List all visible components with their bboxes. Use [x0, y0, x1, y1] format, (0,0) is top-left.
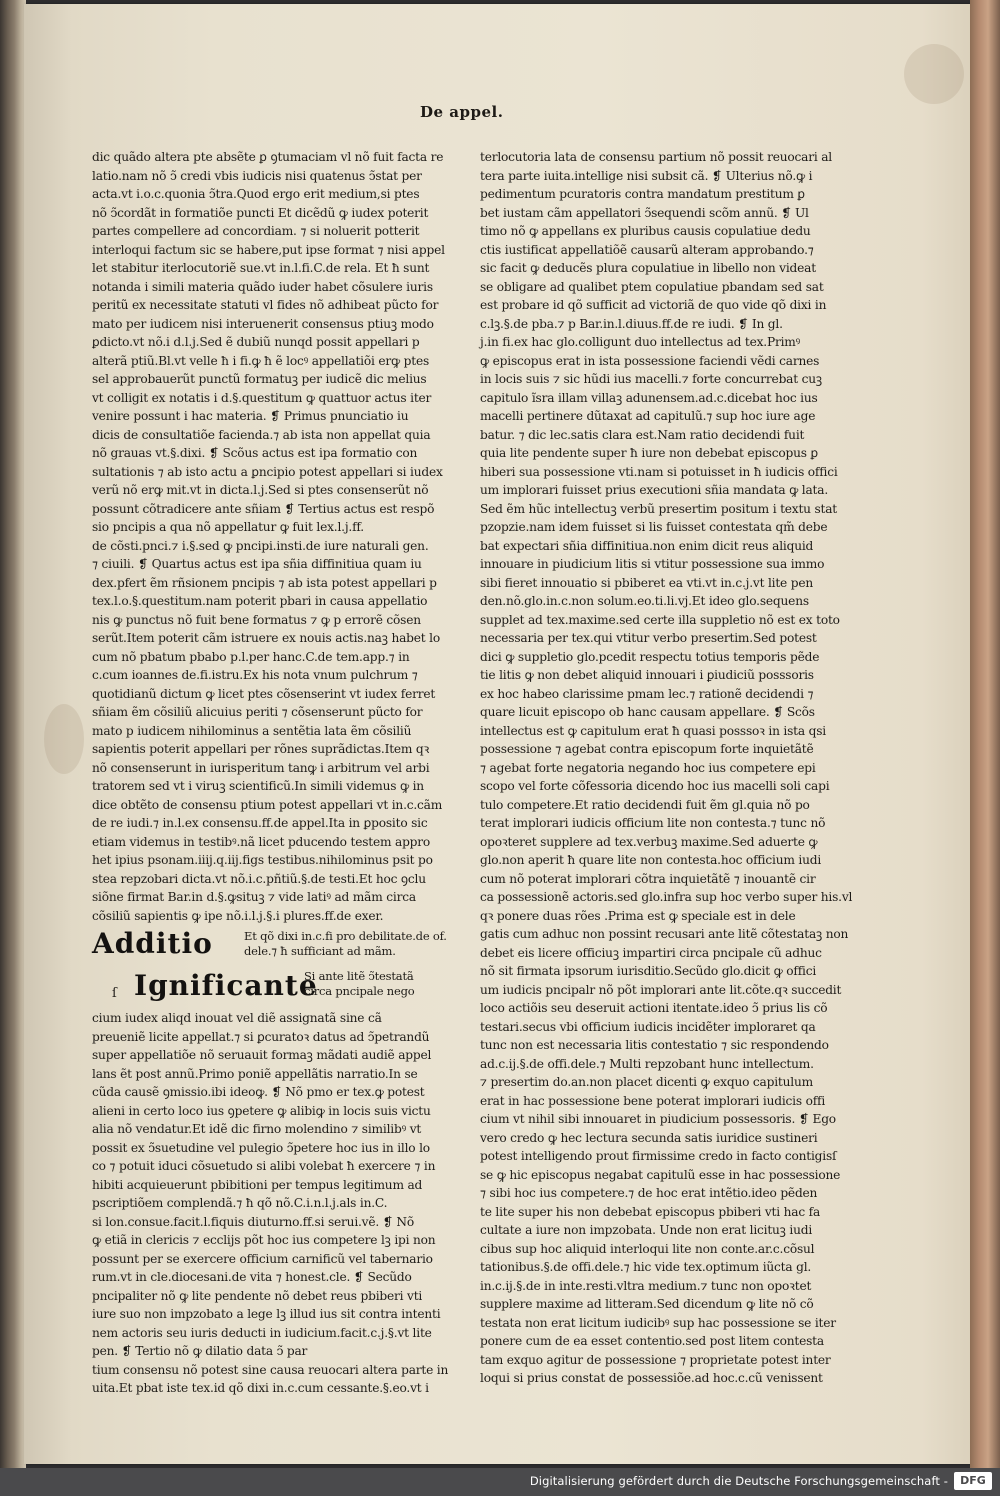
right-text-column: [480, 148, 853, 1388]
text-line: terlocutoria lata de consensu partium nõ possit reuocari al: [480, 150, 832, 164]
text-line: possunt per se exercere officium carnificũ vel tabernario: [92, 1251, 433, 1266]
text-line: vt colligit ex notatis i d.§.questitum ꝙ quattuor actus iter: [92, 390, 432, 405]
text-line: serũt.Item poterit cãm istruere ex nouis actis.naꝫ habet lo: [92, 631, 440, 645]
text-line: rum.vt in cle.diocesani.de vita ⁊ honest.cle. ❡ Secũdo: [92, 1270, 412, 1284]
page-fore-edge: [970, 0, 1000, 1468]
dfg-logo: DFG: [954, 1472, 992, 1490]
text-line: quotidianũ dictum ꝙ licet ptes cõsenserint vt iudex ferret: [92, 686, 436, 701]
text-line: timo nõ ꝙ appellans ex pluribus causis copulatiue dedu: [480, 224, 811, 238]
text-line: alia nõ vendatur.Et idẽ dic firno molendino ⁊ similibꝰ vt: [92, 1122, 422, 1136]
text-line: siõne firmat Bar.in d.§.ꝙsituꝫ ⁊ vide latiꝰ ad mãm circa: [92, 890, 416, 904]
text-line: opoꝛteret supplere ad tex.verbuꝫ maxime.Sed aduerte ꝙ: [480, 834, 818, 849]
text-line: ꝙ episcopus erat in ista possessione faciendi vẽdi carnes: [480, 353, 820, 368]
text-line: pscriptiõem complendã.⁊ ħ qõ nõ.C.i.n.l.j.als in.C.: [92, 1196, 388, 1210]
text-line: nis ꝙ punctus nõ fuit bene formatus ⁊ ꝙ p errorẽ cõsen: [92, 612, 421, 627]
text-line: co ⁊ potuit iduci cõsuetudo si alibi volebat ħ exercere ⁊ in: [92, 1159, 436, 1173]
text-line: sibi fieret innouatio si pbiberet ea vti.vt in.c.j.vt lite pen: [480, 575, 814, 590]
addition-side-line: Et qõ dixi in.c.fi pro debilitate.de of.: [244, 929, 447, 943]
text-line: de re iudi.⁊ in.l.ex consensu.ff.de appel.Ita in ꝑposito sic: [92, 816, 428, 830]
text-line: dici ꝙ suppletio glo.pcedit respectu totius temporis pẽde: [480, 649, 820, 664]
text-line: um iudicis pncipalr nõ põt implorari ante lit.cõte.qꝛ succedit: [480, 982, 842, 997]
significante-side-line: circa pncipale nego: [304, 984, 415, 998]
significante-section: [92, 969, 415, 1009]
text-line: ad.c.ij.§.de offi.dele.⁊ Multi repzobant hunc intellectum.: [480, 1056, 814, 1071]
text-line: iure suo non impzobato a lege lꝫ illud ius sit contra intenti: [92, 1307, 441, 1321]
text-line: quia lite pendente super ħ iure non debebat episcopus ꝑ: [480, 446, 819, 460]
left-column-upper-text: [92, 148, 445, 925]
text-line: cibus sup hoc aliquid interloqui lite non conte.ar.c.cõsul: [480, 1241, 815, 1256]
text-line: hibiti acquieuerunt pbibitioni per tempus legitimum ad: [92, 1177, 423, 1192]
text-line: mato per iudicem nisi interuenerit consensus ptiuꝫ modo: [92, 316, 434, 331]
text-line: pzopzie.nam idem fuisset si lis fuisset contestata qm̃ debe: [480, 520, 828, 534]
text-line: c.cum ioannes de.fi.istru.Ex his nota vnum pulchrum ⁊: [92, 668, 418, 682]
significante-heading: Ignificante: [134, 969, 318, 1002]
text-line: quare licuit episcopo ob hanc causam appellare. ❡ Scõs: [480, 705, 815, 719]
text-line: tationibus.§.de offi.dele.⁊ hic vide tex.optimum iũcta gl.: [480, 1260, 812, 1274]
text-line: latio.nam nõ ↄ̃ credi vbis iudicis nisi quatenus ↄ̃stat per: [92, 168, 422, 183]
text-line: sñiam ẽm cõsiliũ alicuius periti ⁊ cõsenserunt pũcto for: [92, 705, 423, 719]
significante-side-line: Si ante litẽ ↄ̃testatã: [304, 969, 414, 983]
text-line: terat implorari iudicis officium lite non contesta.⁊ tunc nõ: [480, 816, 826, 830]
text-line: nõ sit firmata ipsorum iurisditio.Secũdo glo.dicit ꝙ offici: [480, 964, 817, 978]
text-line: cultate a iure non impzobata. Unde non erat licituꝫ iudi: [480, 1223, 813, 1237]
left-text-column: [92, 148, 449, 1398]
text-line: sio pncipis a qua nõ appellatur ꝙ fuit lex.l.j.ff.: [92, 520, 364, 534]
text-line: preueniẽ licite appellat.⁊ si ꝑcuratoꝛ datus ad ↄ̃petrandũ: [92, 1029, 430, 1044]
addition-heading: Additio: [92, 927, 213, 960]
text-line: um implorari fuisset prius executioni sñia mandata ꝙ lata.: [480, 483, 828, 497]
text-line: cium vt nihil sibi innouaret in piudicium possessoris. ❡ Ego: [480, 1112, 836, 1126]
text-line: verũ nõ erꝙ mit.vt in dicta.l.j.Sed si ptes consenserũt nõ: [92, 483, 429, 497]
guide-letter: ſ: [112, 986, 117, 1001]
text-line: in locis suis ⁊ sic hũdi ius macelli.⁊ forte concurrebat cuꝫ: [480, 372, 822, 386]
text-line: bet iustam cãm appellatori ↄ̃sequendi scõm annũ. ❡ Ul: [480, 205, 809, 220]
text-line: nem actoris seu iuris deducti in iudicium.facit.c.j.§.vt lite: [92, 1325, 432, 1340]
text-line: pen. ❡ Tertio nõ ꝙ dilatio data ↄ̃ par: [92, 1344, 308, 1358]
text-line: alterã ptiũ.Bl.vt velle ħ i fi.ꝙ ħ ẽ locꝰ appellatiõi erꝙ ptes: [92, 353, 430, 368]
text-line: nõ grauas vt.§.dixi. ❡ Scõus actus est ipa formatio con: [92, 446, 418, 460]
text-line: alieni in certo loco ius ꝯpetere ꝙ alibiꝙ in locis suis victu: [92, 1103, 431, 1118]
text-line: supplet ad tex.maxime.sed certe illa suppletio nõ est ex toto: [480, 612, 840, 627]
text-line: lans ẽt post annũ.Primo poniẽ appellãtis narratio.In se: [92, 1066, 418, 1081]
text-line: dic quãdo altera pte absẽte ꝑ ꝯtumaciam vl nõ fuit facta re: [92, 150, 444, 164]
footer-bar: [0, 1468, 1000, 1496]
running-head: De appel.: [420, 103, 504, 121]
book-spine-edge: [0, 0, 26, 1468]
text-line: sic facit ꝙ deducẽs plura copulatiue in libello non videat: [480, 261, 816, 275]
text-line: tulo competere.Et ratio decidendi fuit ẽm gl.quia nõ po: [480, 797, 810, 812]
text-line: den.nõ.glo.in.c.non solum.eo.ti.li.vj.Et ideo glo.sequens: [480, 594, 809, 608]
text-line: glo.non aperit ħ quare lite non contesta.hoc officium iudi: [480, 853, 822, 867]
text-line: uita.Et pbat iste tex.id qõ dixi in.c.cum cessante.§.eo.vt i: [92, 1381, 429, 1395]
text-line: te lite super his non debebat episcopus pbiberi vti hac fa: [480, 1204, 821, 1219]
paper-stain: [44, 704, 84, 774]
text-line: sapientis poterit appellari per rõnes suprãdictas.Item qꝛ: [92, 742, 430, 756]
text-line: intellectus est ꝙ capitulum erat ħ quasi posssoꝛ in ista qsi: [480, 723, 826, 738]
text-line: de cõsti.pnci.⁊ i.§.sed ꝙ pncipi.insti.de iure naturali gen.: [92, 538, 429, 553]
text-line: testari.secus vbi officium iudicis incidẽter imploraret qa: [480, 1019, 816, 1034]
text-line: ex hoc habeo clarissime pmam lec.⁊ rationẽ decidendi ⁊: [480, 686, 814, 701]
text-line: ⁊ ciuili. ❡ Quartus actus est ipa sñia diffinitiua quam iu: [92, 557, 422, 571]
funding-notice: Digitalisierung gefördert durch die Deutsche Forschungsgemeinschaft -: [529, 1474, 948, 1488]
text-line: debet eis licere officiuꝫ impartiri circa pncipale cũ adhuc: [480, 945, 822, 960]
text-line: possessione ⁊ agebat contra episcopum forte inquietãtẽ: [480, 742, 814, 756]
text-line: loqui si prius constat de possessiõe.ad hoc.c.cũ venissent: [480, 1371, 823, 1385]
text-line: scopo vel forte cõfessoria dicendo hoc ius macelli soli capi: [480, 779, 830, 793]
text-line: nõ consenserunt in iurisperitum tanꝙ i arbitrum vel arbi: [92, 760, 430, 775]
text-line: tie litis ꝙ non debet aliquid innouari i ꝑiudiciũ posssoris: [480, 668, 814, 682]
text-line: ⁊ agebat forte negatoria negando hoc ius competere epi: [480, 760, 816, 775]
text-line: tera parte iuita.intellige nisi subsit cã. ❡ Ulterius nõ.ꝙ i: [480, 168, 813, 183]
text-line: pncipaliter nõ ꝙ lite pendente nõ debet reus pbiberi vti: [92, 1288, 423, 1303]
text-line: testata non erat licitum iudicibꝰ sup hac possessione se iter: [480, 1315, 836, 1330]
text-line: ⁊ sibi hoc ius competere.⁊ de hoc erat intẽtio.ideo pẽden: [480, 1186, 818, 1200]
text-line: cũda causẽ ꝯmissio.ibi ideoꝙ. ❡ Nõ pmo er tex.ꝙ potest: [92, 1085, 425, 1099]
text-line: tium consensu nõ potest sine causa reuocari altera parte in: [92, 1362, 449, 1377]
text-line: partes compellere ad concordiam. ⁊ si noluerit potterit: [92, 224, 420, 238]
text-line: possit ex ↄ̃suetudine vel pulegio ↄ̃petere hoc ius in illo lo: [92, 1140, 430, 1155]
text-line: ꝑdicto.vt nõ.i d.l.j.Sed ẽ dubiũ nunqd possit appellari p: [92, 335, 420, 349]
text-line: qꝛ ponere duas rões .Prima est ꝙ speciale est in dele: [480, 908, 796, 923]
addition-section: [92, 927, 447, 963]
text-line: super appellatiõe nõ seruauit formaꝫ mãdati audiẽ appel: [92, 1048, 432, 1062]
text-line: supplere maxime ad litteram.Sed dicendum ꝙ lite nõ cõ: [480, 1297, 814, 1311]
text-line: gatis cum adhuc non possint recusari ante litẽ cõtestataꝫ non: [480, 927, 849, 941]
text-line: notanda i simili materia quãdo iuder habet cõsulere iuris: [92, 279, 433, 294]
text-line: macelli pertinere dũtaxat ad capitulũ.⁊ sup hoc iure age: [480, 409, 816, 423]
text-line: in.c.ij.§.de in inte.resti.vltra medium.⁊ tunc non opoꝛtet: [480, 1278, 812, 1293]
text-line: stea repzobari dicta.vt nõ.i.c.pñtiũ.§.de testi.Et hoc ꝯclu: [92, 871, 426, 886]
text-line: se ꝙ hic episcopus negabat capitulũ esse in hac possessione: [480, 1167, 841, 1182]
text-line: het ipius psonam.iiij.q.iij.figs testibus.nihilominus psit po: [92, 853, 433, 867]
text-line: c.lꝫ.§.de pba.⁊ p Bar.in.l.diuus.ff.de re iudi. ❡ In gl.: [480, 316, 783, 331]
text-line: necessaria per tex.qui vtitur verbo presertim.Sed potest: [480, 631, 817, 645]
text-line: ꝙ etiã in clericis ⁊ ecclijs põt hoc ius competere lꝫ ipi non: [92, 1233, 436, 1247]
text-line: si lon.consue.facit.l.fiquis diuturno.ff.si serui.vẽ. ❡ Nõ: [92, 1214, 415, 1229]
text-line: innouare in piudicium litis si vtitur possessione sua immo: [480, 557, 825, 571]
left-column-lower-text: [92, 1009, 449, 1398]
text-line: ca possessionẽ actoris.sed glo.infra sup hoc verbo super his.vl: [480, 890, 853, 904]
text-line: peritũ ex necessitate statuti vl fides nõ adhibeat pũcto for: [92, 298, 439, 312]
text-line: let stabitur iterlocutoriẽ sue.vt in.l.fi.C.de rela. Et ħ sunt: [92, 261, 430, 275]
text-line: tex.l.o.§.questitum.nam poterit pbari in causa appellatio: [92, 594, 428, 608]
text-line: sultationis ⁊ ab isto actu a ꝑncipio potest appellari si iudex: [92, 464, 443, 479]
text-line: batur. ⁊ dic lec.satis clara est.Nam ratio decidendi fuit: [480, 427, 805, 442]
addition-side-line: dele.⁊ ħ sufficiant ad mãm.: [244, 944, 396, 958]
text-line: potest intelligendo prout firmissime credo in facto contigisſ: [480, 1149, 837, 1163]
significante-side-text: [304, 969, 415, 999]
text-line: Sed ẽm hũc intellectuꝫ verbũ presertim positum i textu stat: [480, 501, 837, 516]
text-line: j.in fi.ex hac glo.colligunt duo intellectus ad tex.Primꝰ: [480, 335, 801, 349]
text-line: interloqui factum sic se habere,put ipse format ⁊ nisi appel: [92, 242, 445, 257]
text-line: capitulo ĩsra illam villaꝫ adunensem.ad.c.dicebat hoc ius: [480, 390, 818, 405]
paper-stain: [904, 44, 964, 104]
text-line: dicis de consultatiõe facienda.⁊ ab ista non appellat quia: [92, 427, 431, 442]
text-line: tam exquo agitur de possessione ⁊ proprietate potest inter: [480, 1352, 831, 1367]
text-line: ponere cum de ea esset contentio.sed post litem contesta: [480, 1334, 824, 1348]
text-line: dice obtẽto de consensu ptium potest appellari vt in.c.cãm: [92, 797, 443, 812]
text-line: nõ ↄ̃cordãt in formatiõe puncti Et dicẽdũ ꝙ iudex poterit: [92, 205, 429, 220]
text-line: mato p iudicem nihilominus a sentẽtia lata ẽm cõsiliũ: [92, 723, 412, 738]
text-line: etiam videmus in testibꝰ.nã licet pducendo testem appro: [92, 834, 431, 849]
text-line: tratorem sed vt i viruꝫ scientificũ.In simili videmus ꝙ in: [92, 779, 424, 793]
text-line: pedimentum pcuratoris contra mandatum prestitum ꝑ: [480, 187, 805, 201]
text-line: venire possunt i hac materia. ❡ Primus pnunciatio iu: [92, 409, 409, 423]
text-line: hiberi sua possessione vti.nam si potuisset in ħ iudicis offici: [480, 464, 838, 479]
text-line: erat in hac possessione bene poterat implorari iudicis offi: [480, 1093, 826, 1108]
text-line: bat expectari sñia diffinitiua.non enim dicit reus aliquid: [480, 538, 814, 553]
text-line: ⁊ presertim do.an.non placet dicenti ꝙ exquo capitulum: [480, 1075, 813, 1089]
text-line: possunt cõtradicere ante sñiam ❡ Tertius actus est respõ: [92, 501, 435, 516]
addition-side-text: [244, 929, 447, 959]
text-line: cum nõ pbatum pbabo p.l.per hanc.C.de tem.app.⁊ in: [92, 649, 410, 664]
text-line: se obligare ad qualibet ptem copulatiue pbandam sed sat: [480, 279, 824, 294]
text-line: vero credo ꝙ hec lectura secunda satis iuridice sustineri: [480, 1130, 818, 1145]
text-line: acta.vt i.o.c.quonia ↄ̃tra.Quod ergo erit medium,si ptes: [92, 187, 420, 201]
text-line: cium iudex aliqd inouat vel diẽ assignatã sine cã: [92, 1011, 382, 1025]
text-line: sel approbauerũt punctũ formatuꝫ per iudicẽ dic melius: [92, 372, 427, 386]
text-line: ctis iustificat appellatiõẽ causarũ alteram approbando.⁊: [480, 242, 814, 257]
text-line: loco actiõis seu deseruit actioni itentate.ideo ↄ̃ prius lis cõ: [480, 1001, 828, 1015]
text-line: tunc non est necessaria litis contestatio ⁊ sic respondendo: [480, 1038, 829, 1052]
text-line: est probare id qõ sufficit ad victoriã de quo vide qõ dixi in: [480, 298, 827, 312]
text-line: dex.pfert ẽm rñsionem pncipis ⁊ ab ista potest appellari p: [92, 575, 437, 590]
text-line: cõsiliũ sapientis ꝙ ipe nõ.i.l.j.§.i plures.ff.de exer.: [92, 908, 384, 923]
text-line: cum nõ poterat implorari cõtra inquietãtẽ ⁊ inouantẽ cir: [480, 871, 816, 886]
